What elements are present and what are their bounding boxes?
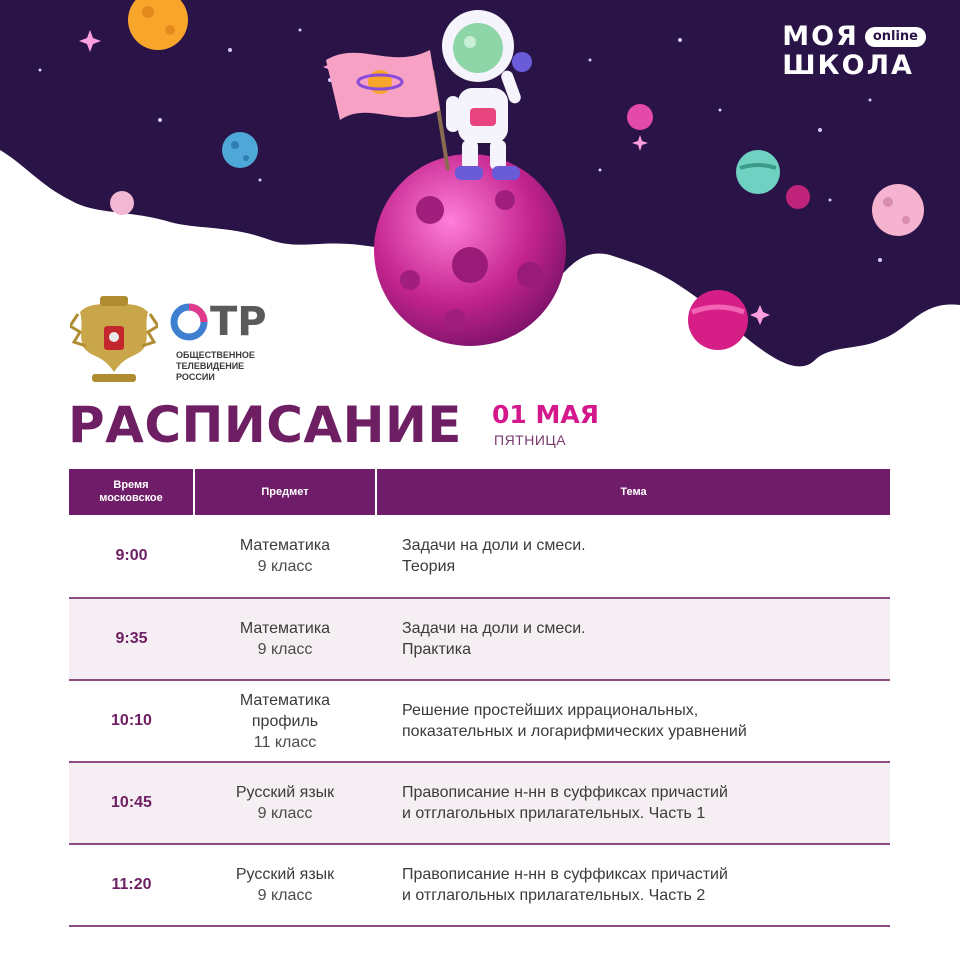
subject-line: Математика <box>239 620 331 637</box>
table-row <box>69 680 890 762</box>
schedule-date: 01 МАЯ <box>492 400 599 429</box>
lesson-time: 9:35 <box>69 598 194 680</box>
otr-caption <box>176 350 286 383</box>
moya-shkola-logo <box>782 22 926 80</box>
lesson-topic <box>376 515 890 598</box>
planet-magenta-large-icon <box>688 290 748 350</box>
subject-line: Математика <box>239 691 331 709</box>
lesson-time: 10:10 <box>69 680 194 762</box>
topic-line: Теория <box>402 558 456 575</box>
planet-blue-icon <box>222 132 258 168</box>
subject-line: Русский язык <box>235 784 335 801</box>
schedule-table <box>69 469 890 927</box>
lesson-grade: 9 класс <box>257 805 313 822</box>
lesson-time: 11:20 <box>69 844 194 926</box>
lesson-grade: 9 класс <box>257 641 313 658</box>
header-topic: Тема <box>376 469 890 515</box>
brand-line2: ШКОЛА <box>782 50 914 81</box>
topic-line: Задачи на доли и смеси. <box>402 620 586 637</box>
lesson-grade: 11 класс <box>253 733 317 751</box>
header-time <box>69 469 194 515</box>
subject-line: Математика <box>239 537 331 554</box>
otr-ring-icon <box>170 303 208 341</box>
lesson-subject <box>194 598 376 680</box>
topic-line: показательных и логарифмических уравнений <box>402 723 747 740</box>
otr-caption-line: ТЕЛЕВИДЕНИЕ <box>176 361 245 371</box>
table-row <box>69 598 890 680</box>
lesson-grade: 9 класс <box>257 887 313 904</box>
table-row <box>69 515 890 598</box>
subject-line: профиль <box>251 712 319 730</box>
coat-of-arms-icon <box>70 292 158 388</box>
table-row <box>69 844 890 926</box>
brand-online-badge: online <box>865 27 926 47</box>
subject-line: Русский язык <box>235 866 335 883</box>
planet-teal-icon <box>736 150 780 194</box>
header-time-line2: московское <box>99 492 163 504</box>
topic-line: Правописание н-нн в суффиксах причастий <box>402 866 728 883</box>
lesson-topic <box>376 762 890 844</box>
lesson-time: 9:00 <box>69 515 194 598</box>
header-time-line1: Время <box>113 479 149 491</box>
lesson-subject <box>194 680 376 762</box>
planet-main-icon <box>374 154 566 346</box>
otr-caption-line: ОБЩЕСТВЕННОЕ <box>176 350 255 360</box>
lesson-subject <box>194 762 376 844</box>
lesson-topic <box>376 844 890 926</box>
table-row <box>69 762 890 844</box>
schedule-weekday: ПЯТНИЦА <box>494 432 567 448</box>
lesson-topic <box>376 598 890 680</box>
otr-logo <box>170 300 286 383</box>
topic-line: Задачи на доли и смеси. <box>402 537 586 554</box>
brand-line1: МОЯ <box>782 21 859 52</box>
lesson-topic <box>376 680 890 762</box>
topic-line: Решение простейших иррациональных, <box>402 702 699 719</box>
table-header-row <box>69 469 890 515</box>
planet-light-pink-icon <box>872 184 924 236</box>
page-title: РАСПИСАНИЕ <box>68 396 462 454</box>
header-subject: Предмет <box>194 469 376 515</box>
lesson-subject <box>194 515 376 598</box>
topic-line: и отглагольных прилагательных. Часть 1 <box>402 805 706 822</box>
otr-letters: TP <box>210 299 267 345</box>
topic-line: Практика <box>402 641 471 658</box>
topic-line: и отглагольных прилагательных. Часть 2 <box>402 887 706 904</box>
planet-pink-small-icon <box>110 191 134 215</box>
otr-logo-mark <box>170 300 286 344</box>
otr-caption-line: РОССИИ <box>176 372 215 382</box>
lesson-subject <box>194 844 376 926</box>
lesson-grade: 9 класс <box>257 558 313 575</box>
topic-line: Правописание н-нн в суффиксах причастий <box>402 784 728 801</box>
lesson-time: 10:45 <box>69 762 194 844</box>
